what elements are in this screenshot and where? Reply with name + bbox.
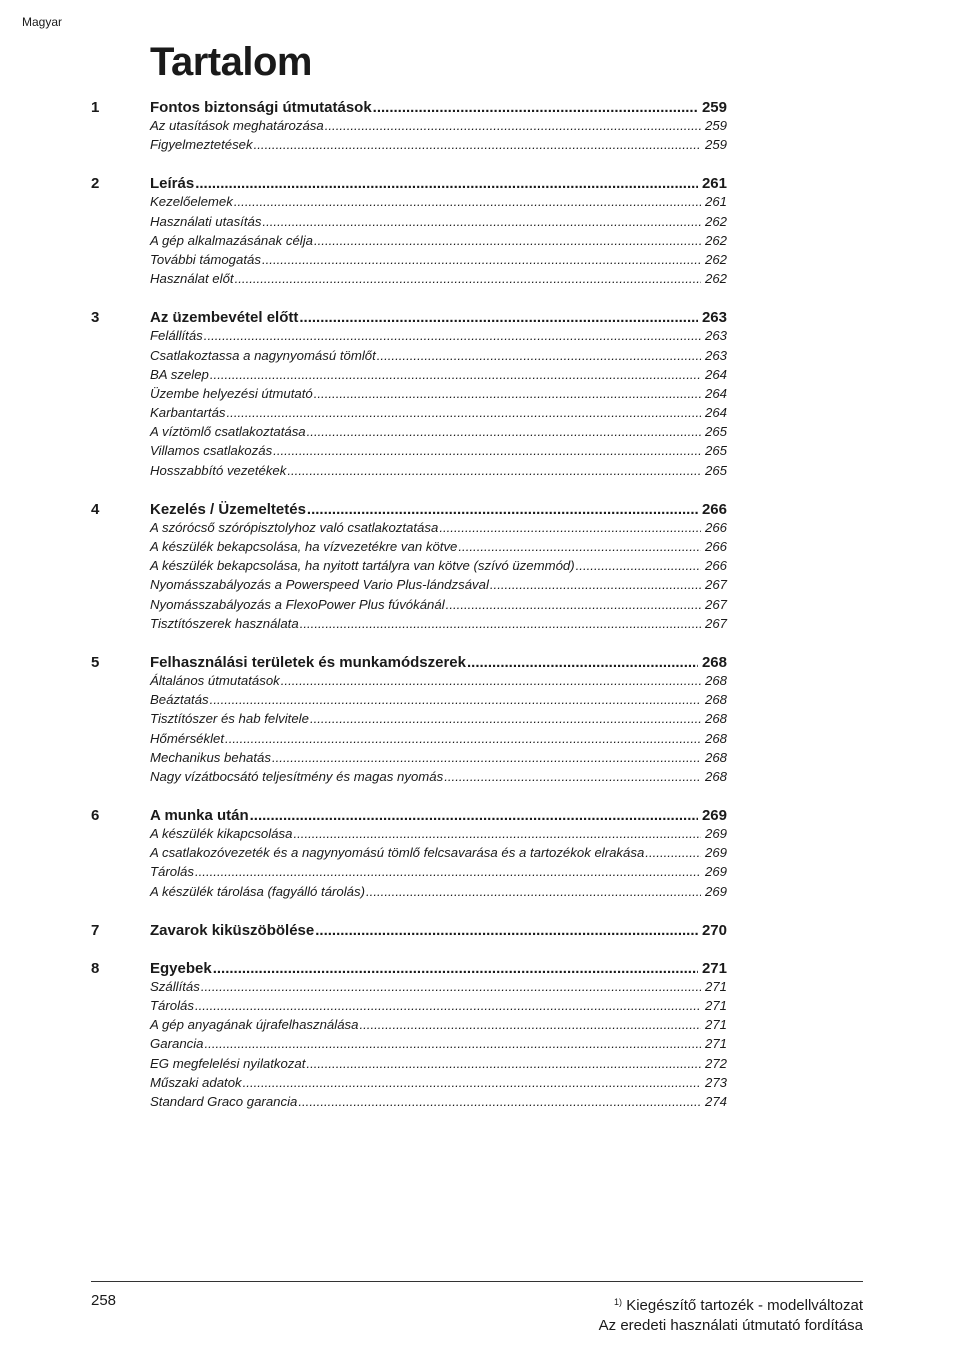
entry-page: 261 <box>704 194 727 210</box>
toc-entry[interactable] <box>91 118 727 137</box>
entry-page: 267 <box>704 596 727 612</box>
toc-entry[interactable] <box>91 463 727 482</box>
entry-page: 268 <box>704 672 727 688</box>
toc-entry[interactable] <box>91 194 727 213</box>
translation-note: Az eredeti használati útmutató fordítása <box>598 1317 863 1334</box>
dot-leader <box>314 233 701 248</box>
toc-entry[interactable] <box>91 616 727 635</box>
entry-page: 264 <box>704 366 727 382</box>
entry-title: Nyomásszabályozás a FlexoPower Plus fúvókánál <box>150 596 445 612</box>
dot-leader <box>310 711 701 726</box>
entry-title: Tárolás <box>150 864 194 880</box>
toc-entry[interactable] <box>91 1017 727 1036</box>
toc-entry[interactable] <box>91 692 727 711</box>
entry-title: A víztömlő csatlakoztatása <box>150 424 306 440</box>
entry-title: Beáztatás <box>150 692 209 708</box>
chapter-number: 5 <box>91 653 100 671</box>
entry-title: Használat előt <box>150 271 234 287</box>
entry-title: Tárolás <box>150 998 194 1013</box>
dot-leader <box>490 577 701 592</box>
entry-title: Általános útmutatások <box>150 672 280 688</box>
toc-entry[interactable] <box>91 864 727 883</box>
chapter-title: Az üzembevétel előtt <box>150 309 299 327</box>
entry-title: A csatlakozóvezeték és a nagynyomású tömlő felcsavarása és a tartozékok elrakása <box>150 845 645 861</box>
page-title: Tartalom <box>150 40 312 84</box>
entry-title: A gép anyagának újrafelhasználása <box>150 1017 359 1033</box>
dot-leader <box>467 654 698 671</box>
entry-page: 266 <box>704 558 727 574</box>
dot-leader <box>299 309 698 326</box>
toc-entry[interactable] <box>91 252 727 271</box>
entry-page: 269 <box>704 864 727 880</box>
toc-entry[interactable] <box>91 998 727 1017</box>
entry-title: Az utasítások meghatározása <box>150 118 324 133</box>
toc-chapter <box>91 654 727 788</box>
dot-leader <box>204 328 701 343</box>
entry-page: 268 <box>704 768 727 784</box>
entry-page: 271 <box>704 978 727 994</box>
chapter-page: 263 <box>701 309 727 327</box>
entry-title: A készülék tárolása (fagyálló tárolás) <box>150 883 366 899</box>
dot-leader <box>227 405 701 420</box>
entry-page: 263 <box>704 328 727 344</box>
chapter-number: 3 <box>91 309 100 327</box>
dot-leader <box>307 501 698 518</box>
dot-leader <box>262 214 701 229</box>
dot-leader <box>254 137 701 152</box>
entry-title: További támogatás <box>150 251 261 267</box>
dot-leader <box>373 99 698 116</box>
dot-leader <box>315 922 698 939</box>
page-number: 258 <box>91 1292 117 1309</box>
entry-page: 268 <box>704 730 727 746</box>
dot-leader <box>272 750 701 765</box>
dot-leader <box>439 520 701 535</box>
entry-title: Kezelőelemek <box>150 194 233 210</box>
entry-page: 259 <box>704 137 727 153</box>
entry-page: 267 <box>704 577 727 593</box>
dot-leader <box>314 386 701 401</box>
entry-page: 268 <box>704 711 727 727</box>
chapter-number: 6 <box>91 807 100 825</box>
toc-chapter-entry[interactable] <box>91 501 727 520</box>
dot-leader <box>243 1075 701 1090</box>
dot-leader <box>210 692 701 707</box>
entry-page: 268 <box>704 749 727 765</box>
entry-page: 269 <box>704 883 727 899</box>
chapter-number: 1 <box>91 99 100 116</box>
entry-title: Nagy vízátbocsátó teljesítmény és magas nyomás <box>150 768 444 784</box>
toc-entry[interactable] <box>91 750 727 769</box>
entry-title: Tisztítószerek használata <box>150 615 299 631</box>
toc-entry[interactable] <box>91 1036 727 1055</box>
toc-chapter <box>91 960 727 1113</box>
entry-page: 265 <box>704 424 727 440</box>
entry-page: 272 <box>704 1055 727 1071</box>
toc-entry[interactable] <box>91 405 727 424</box>
entry-page: 271 <box>704 1036 727 1052</box>
toc-entry[interactable] <box>91 769 727 788</box>
footer-divider <box>91 1281 863 1282</box>
chapter-title: Leírás <box>150 175 195 193</box>
entry-page: 267 <box>704 615 727 631</box>
toc-entry[interactable] <box>91 1075 727 1094</box>
entry-page: 264 <box>704 405 727 421</box>
dot-leader <box>250 807 698 824</box>
dot-leader <box>446 597 701 612</box>
language-label: Magyar <box>22 15 63 29</box>
chapter-number: 7 <box>91 921 100 939</box>
dot-leader <box>377 348 701 363</box>
toc-entry[interactable] <box>91 826 727 845</box>
entry-page: 271 <box>704 1017 727 1033</box>
chapter-page: 269 <box>701 807 727 825</box>
entry-page: 274 <box>704 1093 727 1109</box>
dot-leader <box>234 194 701 209</box>
toc-entry[interactable] <box>91 577 727 596</box>
entry-title: Csatlakoztassa a nagynyomású tömlőt <box>150 347 376 363</box>
dot-leader <box>225 731 701 746</box>
chapter-title: Egyebek <box>150 959 212 977</box>
chapter-number: 4 <box>91 500 100 518</box>
toc-chapter <box>91 807 727 903</box>
dot-leader <box>325 118 701 133</box>
toc-chapter-entry[interactable] <box>91 807 727 826</box>
entry-page: 266 <box>704 519 727 535</box>
entry-page: 265 <box>704 462 727 478</box>
dot-leader <box>307 424 701 439</box>
toc-chapter-entry[interactable] <box>91 960 727 979</box>
dot-leader <box>298 1094 701 1109</box>
dot-leader <box>306 1056 701 1071</box>
dot-leader <box>444 769 701 784</box>
dot-leader <box>210 367 701 382</box>
dot-leader <box>287 463 701 478</box>
chapter-number: 2 <box>91 175 100 193</box>
chapter-number: 8 <box>91 959 100 977</box>
dot-leader <box>293 826 701 841</box>
toc-chapter <box>91 309 727 482</box>
toc-entry[interactable] <box>91 367 727 386</box>
toc-chapter-entry[interactable] <box>91 309 727 328</box>
toc-entry[interactable] <box>91 673 727 692</box>
dot-leader <box>235 271 701 286</box>
toc-chapter-entry[interactable] <box>91 922 727 941</box>
toc-chapter <box>91 922 727 941</box>
dot-leader <box>273 443 701 458</box>
entry-title: Standard Graco garancia <box>150 1093 298 1109</box>
toc-entry[interactable] <box>91 271 727 290</box>
toc-entry[interactable] <box>91 845 727 864</box>
entry-page: 271 <box>704 998 727 1013</box>
chapter-page: 271 <box>701 959 727 977</box>
entry-page: 262 <box>704 271 727 287</box>
dot-leader <box>281 673 701 688</box>
entry-title: Felállítás <box>150 328 203 344</box>
table-of-contents <box>91 99 727 1132</box>
footnote-marker: 1) <box>614 1297 623 1307</box>
entry-page: 262 <box>704 251 727 267</box>
toc-entry[interactable] <box>91 520 727 539</box>
toc-entry[interactable] <box>91 233 727 252</box>
footer-notes <box>599 1292 863 1336</box>
toc-entry[interactable] <box>91 539 727 558</box>
entry-title: Hosszabbító vezetékek <box>150 462 287 478</box>
entry-title: Hőmérséklet <box>150 730 225 746</box>
toc-entry[interactable] <box>91 443 727 462</box>
entry-title: EG megfelelési nyilatkozat <box>150 1055 306 1071</box>
toc-chapter-entry[interactable] <box>91 175 727 194</box>
chapter-page: 268 <box>701 653 727 671</box>
entry-title: Használati utasítás <box>150 213 262 229</box>
dot-leader <box>359 1017 701 1032</box>
chapter-title: Zavarok kiküszöbölése <box>150 921 315 939</box>
entry-page: 265 <box>704 443 727 459</box>
dot-leader <box>458 539 701 554</box>
toc-entry[interactable] <box>91 328 727 347</box>
entry-title: A szórócső szórópisztolyhoz való csatlakoztatása <box>150 519 439 535</box>
entry-page: 263 <box>704 347 727 363</box>
entry-title: Mechanikus behatás <box>150 749 271 765</box>
chapter-title: Fontos biztonsági útmutatások <box>150 99 372 116</box>
entry-page: 268 <box>704 692 727 708</box>
entry-title: BA szelep <box>150 366 209 382</box>
toc-entry[interactable] <box>91 348 727 367</box>
toc-entry[interactable] <box>91 214 727 233</box>
toc-chapter <box>91 99 727 156</box>
toc-chapter <box>91 501 727 635</box>
dot-leader <box>262 252 701 267</box>
entry-title: Műszaki adatok <box>150 1074 242 1090</box>
entry-title: Tisztítószer és hab felvitele <box>150 711 309 727</box>
chapter-page: 266 <box>701 500 727 518</box>
dot-leader <box>195 175 698 192</box>
entry-page: 262 <box>704 232 727 248</box>
dot-leader <box>366 884 701 899</box>
toc-entry[interactable] <box>91 137 727 156</box>
entry-title: Nyomásszabályozás a Powerspeed Vario Plus-lándzsával <box>150 577 489 593</box>
toc-chapter-entry[interactable] <box>91 654 727 673</box>
entry-title: A gép alkalmazásának célja <box>150 232 313 248</box>
dot-leader <box>195 864 701 879</box>
toc-entry[interactable] <box>91 731 727 750</box>
entry-page: 269 <box>704 845 727 861</box>
entry-title: Figyelmeztetések <box>150 137 253 153</box>
dot-leader <box>645 845 701 860</box>
entry-page: 273 <box>704 1074 727 1090</box>
entry-page: 264 <box>704 385 727 401</box>
entry-title: A készülék kikapcsolása <box>150 826 293 842</box>
chapter-title: Kezelés / Üzemeltetés <box>150 500 306 518</box>
entry-title: A készülék bekapcsolása, ha nyitott tartályra van kötve (szívó üzemmód) <box>150 558 575 574</box>
entry-title: Garancia <box>150 1036 204 1052</box>
chapter-page: 270 <box>701 921 727 939</box>
entry-page: 269 <box>704 826 727 842</box>
toc-entry[interactable] <box>91 386 727 405</box>
entry-title: A készülék bekapcsolása, ha vízvezetékre van kötve <box>150 539 458 554</box>
toc-entry[interactable] <box>91 424 727 443</box>
chapter-page: 261 <box>701 175 727 193</box>
dot-leader <box>195 998 701 1013</box>
dot-leader <box>576 558 701 573</box>
entry-page: 262 <box>704 213 727 229</box>
toc-entry[interactable] <box>91 597 727 616</box>
chapter-page: 259 <box>701 99 727 116</box>
toc-chapter <box>91 175 727 290</box>
toc-entry[interactable] <box>91 711 727 730</box>
entry-title: Karbantartás <box>150 405 226 421</box>
footnote-text: Kiegészítő tartozék - modellváltozat <box>626 1297 863 1314</box>
footnote <box>599 1292 863 1316</box>
chapter-title: Felhasználási területek és munkamódszerek <box>150 653 466 671</box>
toc-chapter-entry[interactable] <box>91 99 727 118</box>
toc-entry[interactable] <box>91 1094 727 1113</box>
dot-leader <box>213 960 698 977</box>
entry-title: Szállítás <box>150 978 200 994</box>
dot-leader <box>300 616 701 631</box>
toc-entry[interactable] <box>91 558 727 577</box>
entry-title: Üzembe helyezési útmutató <box>150 385 313 401</box>
dot-leader <box>205 1036 701 1051</box>
dot-leader <box>201 979 701 994</box>
entry-page: 259 <box>704 118 727 133</box>
toc-entry[interactable] <box>91 1056 727 1075</box>
toc-entry[interactable] <box>91 884 727 903</box>
entry-page: 266 <box>704 539 727 554</box>
toc-entry[interactable] <box>91 979 727 998</box>
chapter-title: A munka után <box>150 807 249 825</box>
entry-title: Villamos csatlakozás <box>150 443 273 459</box>
